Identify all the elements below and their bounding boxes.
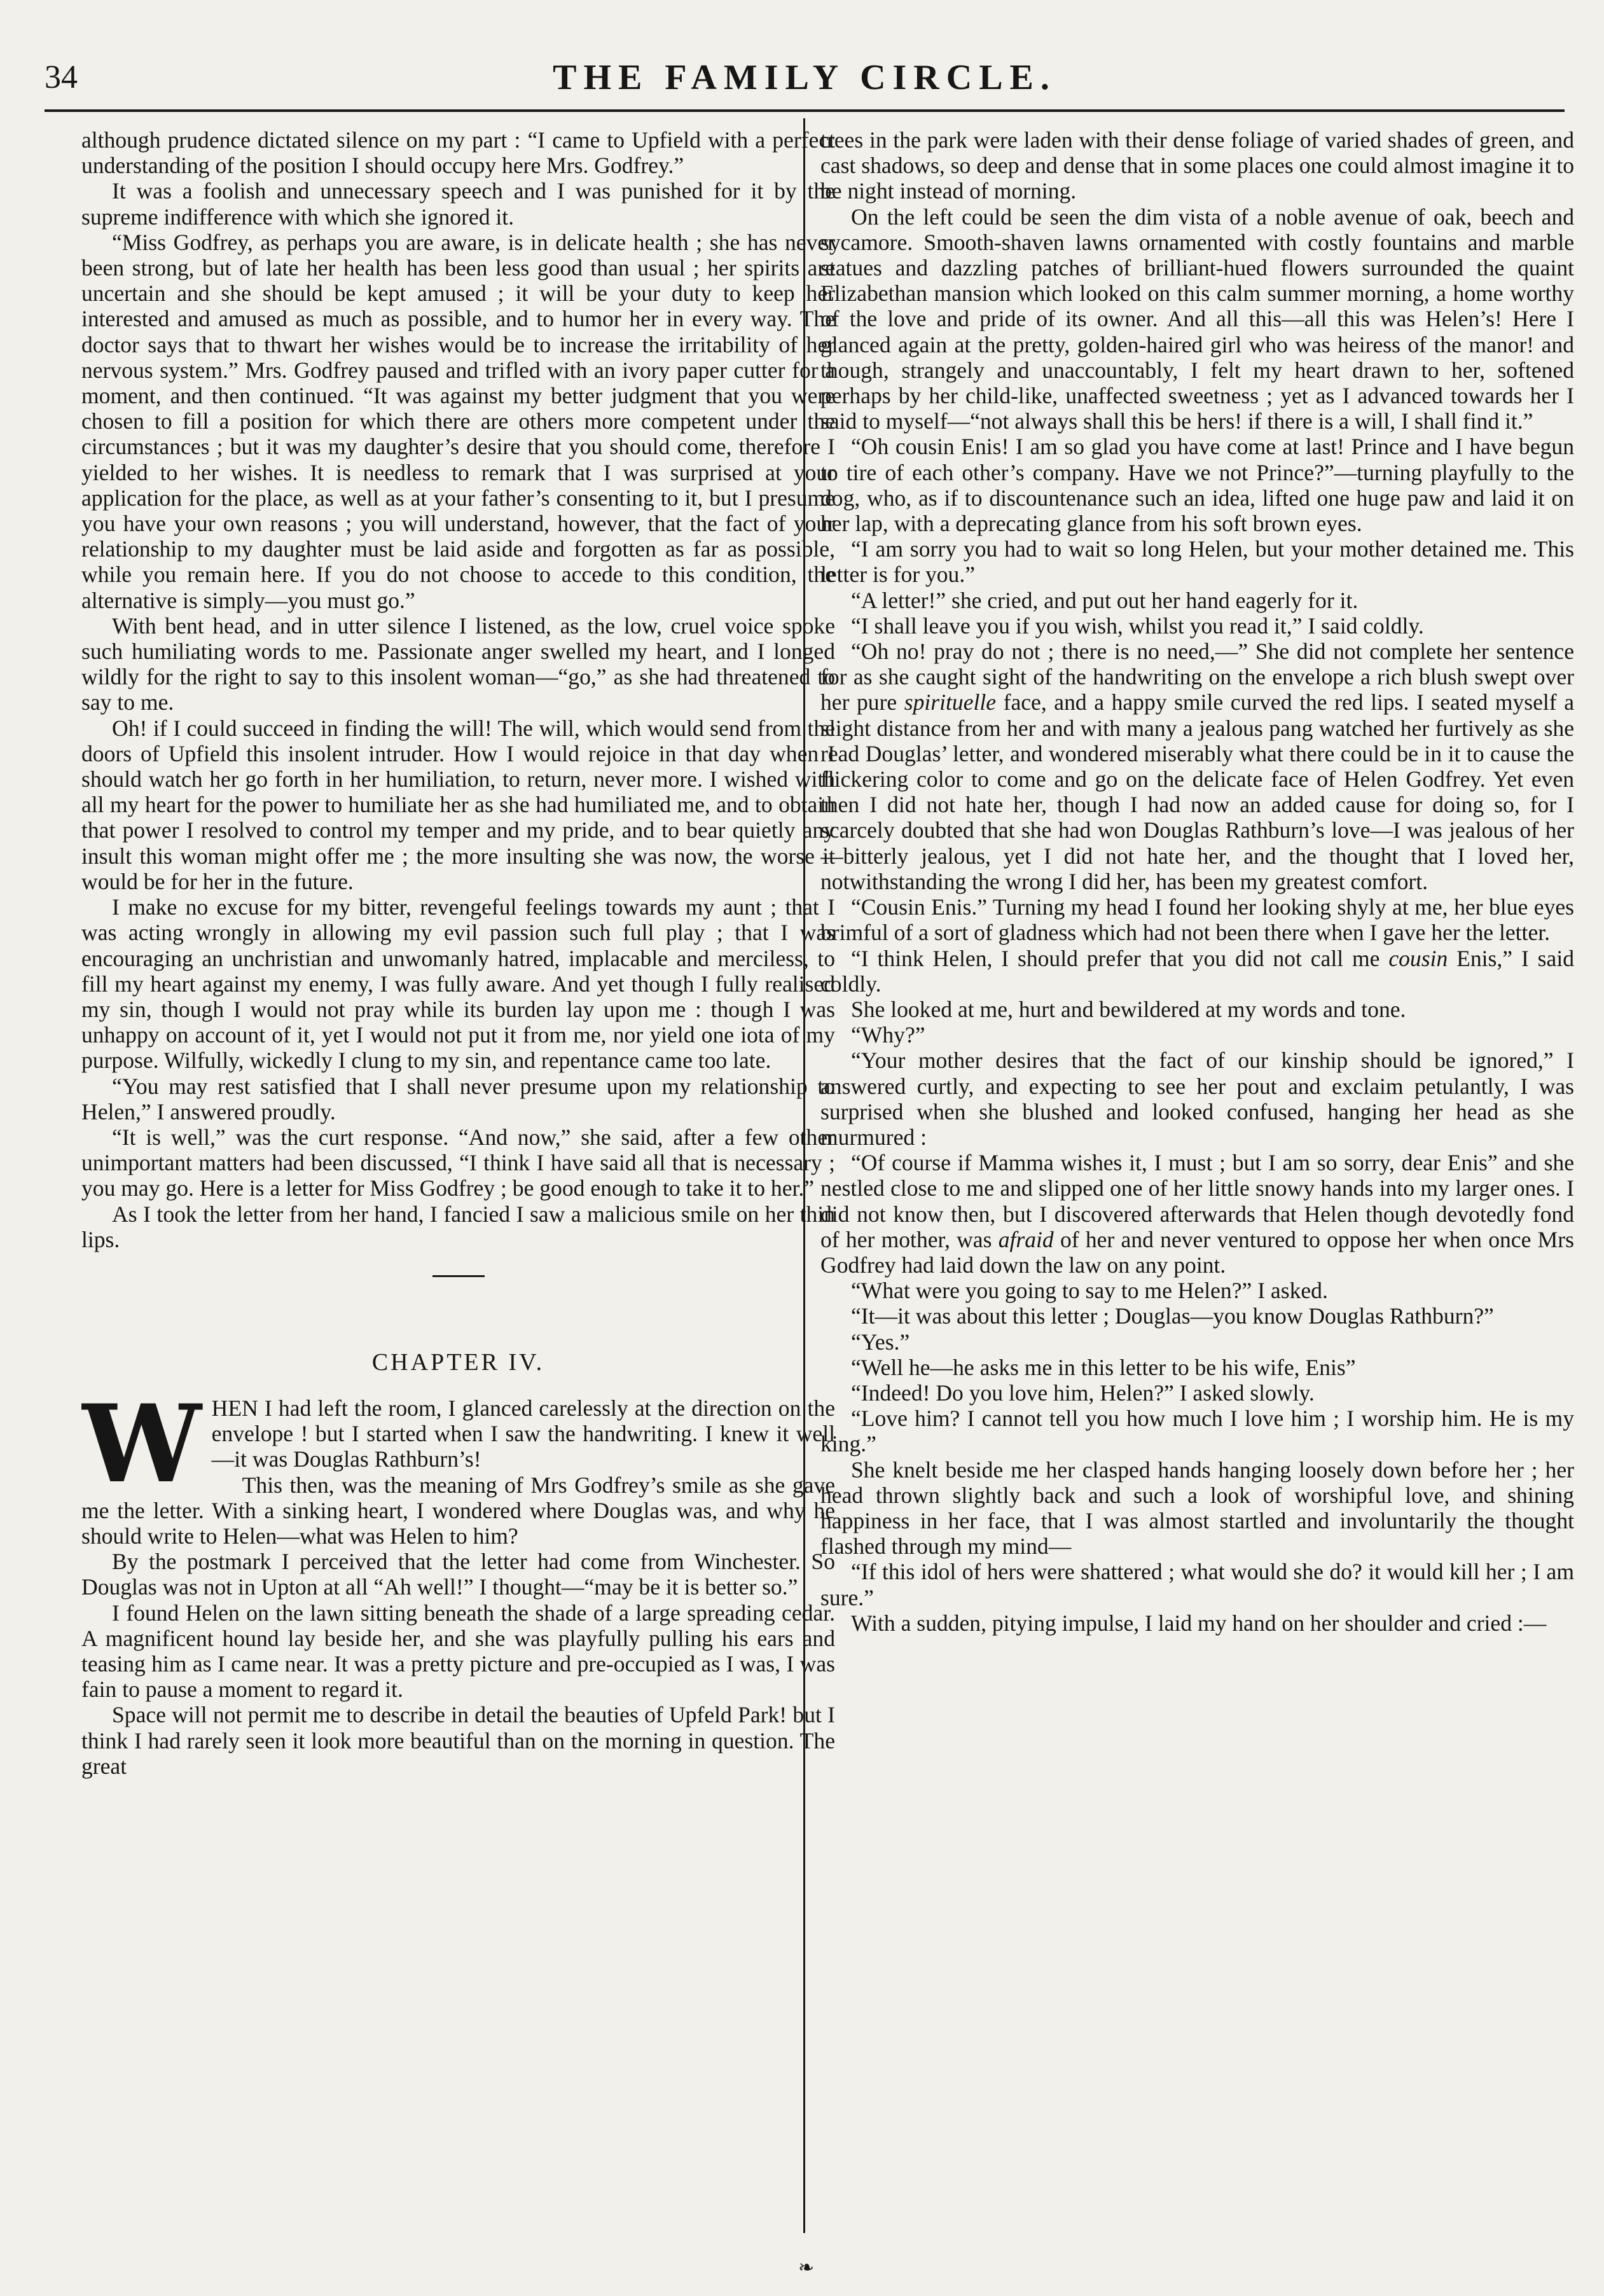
paragraph: With a sudden, pitying impulse, I laid my hand on her shoulder and cried :— (851, 1610, 1547, 1636)
paragraph: trees in the park were laden with their dense foliage of varied shades of green, and cast shadows, so deep and dense that in some places one could almost imagine it to be night instead of morning. (820, 127, 1574, 204)
paragraph: She knelt beside me her clasped hands hanging loosely down before her ; her head thrown slightly back and such a look of worshipful love, and shining happiness in her face, that I was almost startled and involuntarily the thought flashed through my mind— (820, 1456, 1574, 1559)
paragraph (820, 946, 1574, 997)
paragraph: “Why?” (851, 1022, 925, 1048)
paragraph: “Your mother desires that the fact of our kinship should be ignored,” I answered curtly, and expecting to see her pout and exclaim petulantly, I was surprised when she blushed and looked confused, hanging her head as she murmured : (820, 1048, 1574, 1150)
chapter-opening-paragraph (81, 1380, 835, 1507)
page-number: 34 (45, 59, 78, 95)
paragraph: With bent head, and in utter silence I listened, as the low, cruel voice spoke such humiliating words to me. Passionate anger swelled my heart, and I longed wildly for the right to say to this insolent woman—“go,” as she had threatened to say to me. (81, 612, 835, 716)
paragraph: “I shall leave you if you wish, whilst you read it,” I said coldly. (851, 612, 1424, 639)
text-run: “Oh no! pray do not ; there is no need,—” She did not complete her sentence for as she caught sight of the handwriting on the envelope a rich blush swept over her pure (820, 639, 1574, 716)
text-run: of her and never ventured to oppose her when once Mrs Godfrey had laid down the law on any point. (820, 1226, 1574, 1278)
text-run: “Of course if Mamma wishes it, I must ; but I am so sorry, dear Enis” and she nestled close to me and slipped one of her little snowy hands into my larger ones. I did not know then, but I discovered afterwards that Helen though devotedly fond of her mother, was (820, 1150, 1574, 1252)
italic-word: cousin (1388, 945, 1448, 971)
paragraph: I make no excuse for my bitter, revengeful feelings towards my aunt ; that I was acting wrongly in allowing my evil passion such full play ; that I was encouraging an unchristian and unwomanly hatred, implacable and merciless, to fill my heart against my enemy, I was fully aware. And yet though I fully realised my sin, though I would not pray while its burden lay upon me : though I was unhappy on account of it, yet I would not put it from me, nor yield one iota of my purpose. Wilfully, wickedly I clung to my sin, and repentance came too late. (81, 894, 835, 1074)
paragraph: “Miss Godfrey, as perhaps you are aware, is in delicate health ; she has never been strong, but of late her health has been less good than usual ; her spirits are uncertain and she should be kept amused ; it will be your duty to keep her interested and amused as much as possible, and to humor her in every way. The doctor says that to thwart her wishes would be to increase the irritability of her nervous system.” Mrs. Godfrey paused and trifled with an ivory paper cutter for a moment, and then continued. “It was against my better judgment that you were chosen to fill a position for which there are others more competent under the circumstances ; but it was my daughter’s desire that you should come, therefore I yielded to her wishes. It is needless to remark that I was surprised at your application for the place, as well as at your father’s consenting to it, but I presume you have your own reasons ; you will understand, however, that the fact of your relationship to my daughter must be laid aside and forgotten as far as possible, while you remain here. If you do not choose to accede to this condition, the alternative is simply—you must go.” (81, 229, 835, 613)
paragraph: She looked at me, hurt and bewildered at my words and tone. (851, 996, 1406, 1022)
paragraph: “Indeed! Do you love him, Helen?” I asked slowly. (851, 1380, 1315, 1406)
paragraph: By the postmark I perceived that the letter had come from Winchester. So Douglas was not in Upton at all “Ah well!” I thought—“may be it is better so.” (81, 1549, 835, 1600)
header-rule (45, 109, 1565, 112)
paragraph (820, 1150, 1574, 1278)
paragraph: Space will not permit me to describe in detail the beauties of Upfeld Park! but I think I had rarely seen it look more beautiful than on the morning in question. The great (81, 1702, 835, 1779)
paragraph: “If this idol of hers were shattered ; what would she do? it would kill her ; I am sure.” (820, 1559, 1574, 1610)
paragraph: “It is well,” was the curt response. “And now,” she said, after a few other unimportant matters had been discussed, “I think I have said all that is necessary ; you may go. Here is a letter for Miss Godfrey ; be good enough to take it to her.” (81, 1124, 835, 1201)
paragraph (820, 639, 1574, 894)
running-title: THE FAMILY CIRCLE. (553, 58, 1056, 97)
paragraph: “You may rest satisfied that I shall never presume upon my relationship to Helen,” I answered proudly. (81, 1073, 835, 1124)
left-column (81, 127, 835, 2245)
paragraph: As I took the letter from her hand, I fancied I saw a malicious smile on her thin lips. (81, 1201, 835, 1252)
paragraph: It was a foolish and unnecessary speech and I was punished for it by the supreme indifference with which she ignored it. (81, 178, 835, 230)
paragraph: “What were you going to say to me Helen?” I asked. (851, 1278, 1328, 1304)
text-run: face, and a happy smile curved the red lips. I seated myself a slight distance from her and with many a jealous pang watched her furtively as she read Douglas’ letter, and wondered miserably what there could be in it to cause the flickering color to come and go on the delicate face of Helen Godfrey. Yet even then I did not hate her, though I had now an added cause for doing so, for I scarcely doubted that she had won Douglas Rathburn’s love—I was jealous of her—bitterly jealous, yet I did not hate her, and the thought that I loved her, notwithstanding the wrong I did her, has been my greatest comfort. (820, 689, 1574, 894)
paragraph: “A letter!” she cried, and put out her hand eagerly for it. (851, 587, 1359, 613)
paragraph: “It—it was about this letter ; Douglas—you know Douglas Rathburn?” (851, 1303, 1494, 1329)
chapter-heading: CHAPTER IV. (371, 1348, 545, 1376)
section-divider (432, 1275, 485, 1277)
text-run: Enis,” I said coldly. (820, 945, 1574, 997)
paragraph: I found Helen on the lawn sitting beneath the shade of a large spreading cedar. A magnificent hound lay beside her, and she was playfully pulling his ears and teasing him as I came near. It was a pretty picture and pre-occupied as I was, I was fain to pause a moment to regard it. (81, 1600, 835, 1703)
paragraph: Oh! if I could succeed in finding the will! The will, which would send from the doors of Upfield this insolent intruder. How I would rejoice in that day when I should watch her go forth in her humiliation, to return, never more. I wished with all my heart for the power to humiliate her as she had humiliated me, and to obtain that power I resolved to control my temper and my pride, and to bear quietly any insult this woman might offer me ; the more insulting she was now, the worse it would be for her in the future. (81, 715, 835, 894)
paragraph: “I am sorry you had to wait so long Helen, but your mother detained me. This letter is for you.” (820, 536, 1574, 588)
printer-ornament-icon: ❧ (798, 2257, 815, 2278)
right-column (820, 127, 1574, 2245)
paragraph: although prudence dictated silence on my part : “I came to Upfield with a perfect understanding of the position I should occupy here Mrs. Godfrey.” (81, 127, 835, 179)
italic-word: spirituelle (904, 689, 997, 716)
paragraph: “Love him? I cannot tell you how much I love him ; I worship him. He is my king.” (820, 1406, 1574, 1457)
drop-cap: W (81, 1380, 202, 1507)
chapter-opening-text: HEN I had left the room, I glanced carelessly at the direction on the envelope ! but I started when I saw the handwriting. I knew it well—it was Douglas Rathburn’s! (211, 1395, 835, 1472)
paragraph: “Cousin Enis.” Turning my head I found her looking shyly at me, her blue eyes brimful of a sort of gladness which had not been there when I gave her the letter. (820, 894, 1574, 946)
paragraph: “Yes.” (851, 1329, 910, 1355)
italic-word: afraid (998, 1226, 1054, 1252)
paragraph: This then, was the meaning of Mrs Godfrey’s smile as she gave me the letter. With a sinking heart, I wondered where Douglas was, and why he should write to Helen—what was Helen to him? (81, 1472, 835, 1549)
page-header (45, 52, 1565, 103)
paragraph: “Well he—he asks me in this letter to be his wife, Enis” (851, 1354, 1356, 1380)
text-run: “I think Helen, I should prefer that you did not call me (851, 945, 1380, 971)
paragraph: “Oh cousin Enis! I am so glad you have come at last! Prince and I have begun to tire of each other’s company. Have we not Prince?”—turning playfully to the dog, who, as if to discountenance such an idea, lifted one huge paw and laid it on her lap, with a deprecating glance from his soft brown eyes. (820, 434, 1574, 537)
paragraph: On the left could be seen the dim vista of a noble avenue of oak, beech and sycamore. Smooth-shaven lawns ornamented with costly fountains and marble statues and dazzling patches of brilliant-hued flowers surrounded the quaint Elizabethan mansion which looked on this calm summer morning, a home worthy of the love and pride of its owner. And all this—all this was Helen’s! Here I glanced again at the pretty, golden-haired girl who was heiress of the manor! and though, strangely and unaccountably, I felt my heart drawn to her, softened perhaps by her child-like, unaffected sweetness ; yet as I advanced towards her I said to myself—“not always shall this be hers! if there is a will, I shall find it.” (820, 204, 1574, 434)
